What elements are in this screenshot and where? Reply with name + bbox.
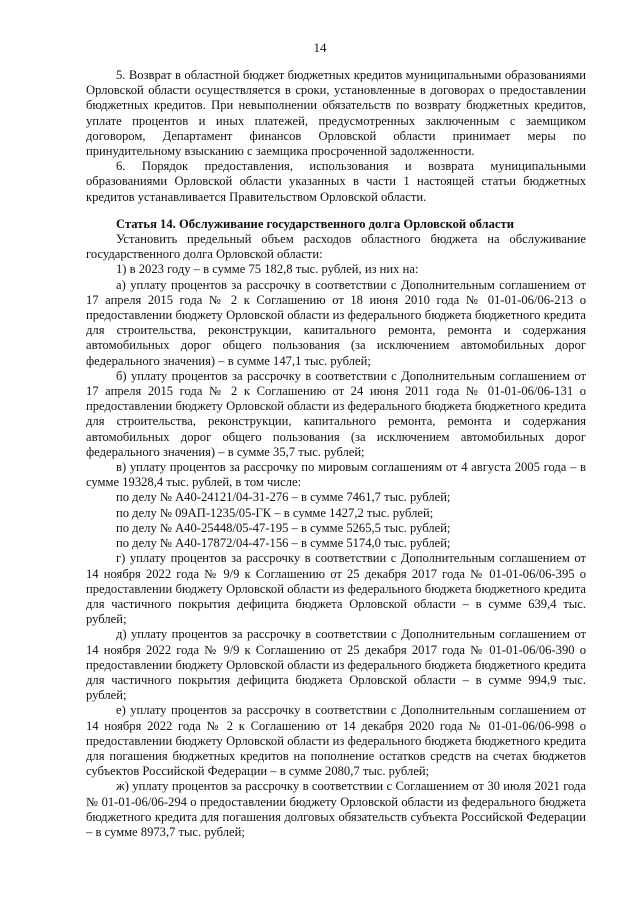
item-g: г) уплату процентов за рассрочку в соответствии с Дополнительным соглашением от 14 ноября 2022 года № 9/9 к Соглашению от 25 декабря 2017 года № 01-01-06/06-395 о предоставлении бюджету Орловской области из федерального бюджета бюджетного кредита для частичного покрытия дефицита бюджета Орловской области – в сумме 639,4 тыс. рублей;	[86, 551, 586, 627]
page-number: 14	[313, 40, 327, 55]
document-body	[86, 68, 586, 840]
case-item: по делу № А40-17872/04-47-156 – в сумме 5174,0 тыс. рублей;	[116, 536, 451, 551]
item-a: а) уплату процентов за рассрочку в соответствии с Дополнительным соглашением от 17 апреля 2015 года № 2 к Соглашению от 18 июня 2010 года № 01-01-06/06-213 о предоставлении бюджету Орловской области из федерального бюджета бюджетного кредита для строительства, реконструкции, капитального ремонта, ремонта и содержания автомобильных дорог общего пользования (за исключением автомобильных дорог федерального значения) – в сумме 147,1 тыс. рублей;	[86, 277, 586, 368]
item-e: е) уплату процентов за рассрочку в соответствии с Дополнительным соглашением от 14 ноября 2022 года № 2 к Соглашению от 14 декабря 2020 года № 01-01-06/06-998 о предоставлении бюджету Орловской области из федерального бюджета бюджетного кредита для погашения бюджетных кредитов на пополнение остатков средств на счетах бюджетов субъектов Российской Федерации – в сумме 2080,7 тыс. рублей;	[86, 703, 586, 779]
item-1: 1) в 2023 году – в сумме 75 182,8 тыс. рублей, из них на:	[116, 262, 419, 277]
item-v: в) уплату процентов за рассрочку по мировым соглашениям от 4 августа 2005 года – в сумме 19328,4 тыс. рублей, в том числе:	[86, 460, 586, 490]
case-item: по делу № 09АП-1235/05-ГК – в сумме 1427,2 тыс. рублей;	[116, 505, 434, 520]
article-heading: Статья 14. Обслуживание государственного долга Орловской области	[116, 216, 514, 231]
item-b: б) уплату процентов за рассрочку в соответствии с Дополнительным соглашением от 17 апреля 2015 года № 2 к Соглашению от 24 июня 2011 года № 01-01-06/06-131 о предоставлении бюджету Орловской области из федерального бюджета бюджетного кредита для строительства, реконструкции, капитального ремонта, ремонта и содержания автомобильных дорог общего пользования (за исключением автомобильных дорог федерального значения) – в сумме 35,7 тыс. рублей;	[86, 368, 586, 459]
paragraph-6: 6. Порядок предоставления, использования и возврата муниципальными образованиями Орловской области указанных в части 1 настоящей статьи бюджетных кредитов устанавливается Правительством Орловской области.	[86, 159, 586, 204]
case-item: по делу № А40-25448/05-47-195 – в сумме 5265,5 тыс. рублей;	[116, 520, 451, 535]
item-zh: ж) уплату процентов за рассрочку в соответствии с Соглашением от 30 июля 2021 года № 01-01-06/06-294 о предоставлении бюджету Орловской области из федерального бюджета бюджетного кредита для погашения долговых обязательств субъекта Российской Федерации – в сумме 8973,7 тыс. рублей;	[86, 779, 586, 839]
case-item: по делу № А40-24121/04-31-276 – в сумме 7461,7 тыс. рублей;	[116, 490, 451, 505]
article-intro: Установить предельный объем расходов областного бюджета на обслуживание государственного долга Орловской области:	[86, 232, 586, 262]
item-d: д) уплату процентов за рассрочку в соответствии с Дополнительным соглашением от 14 ноября 2022 года № 9/9 к Соглашению от 25 декабря 2017 года № 01-01-06/06-390 о предоставлении бюджету Орловской области из федерального бюджета бюджетного кредита для частичного покрытия дефицита бюджета Орловской области – в сумме 994,9 тыс. рублей;	[86, 627, 586, 703]
paragraph-5: 5. Возврат в областной бюджет бюджетных кредитов муниципальными образованиями Орловской области осуществляется в сроки, установленные в договорах о предоставлении бюджетных кредитов. При невыполнении обязательств по возврату бюджетных кредитов, уплате процентов и иных платежей, предусмотренных заключенным с заемщиком договором, Департамент финансов Орловской области принимает меры по принудительному взысканию с заемщика просроченной задолженности.	[86, 68, 586, 159]
